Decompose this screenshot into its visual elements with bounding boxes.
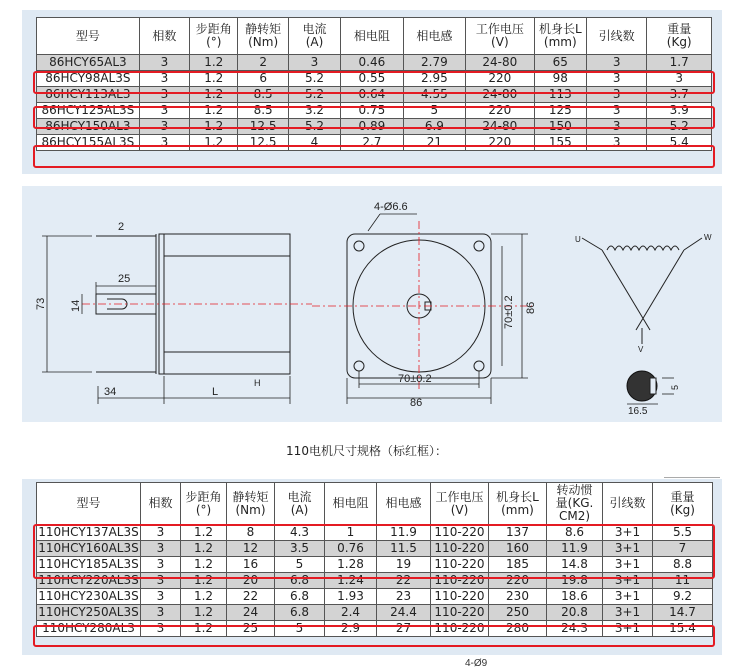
dim-86-vertical: 86	[525, 301, 537, 314]
table-cell: 3	[141, 621, 181, 637]
table-row	[37, 55, 712, 71]
table-cell: 3	[586, 119, 646, 135]
table-cell: 137	[489, 525, 547, 541]
table-cell: 11.5	[377, 541, 431, 557]
spec-table-86-panel	[22, 10, 722, 174]
table-row	[37, 589, 713, 605]
column-header: 工作电压 (V)	[466, 18, 535, 55]
dim-2: 2	[118, 221, 125, 233]
table-cell: 3	[141, 573, 181, 589]
table-cell: 110-220	[431, 621, 489, 637]
column-header: 机身长L (mm)	[534, 18, 586, 55]
table-row	[37, 621, 713, 637]
table-cell: 16	[227, 557, 275, 573]
table-cell: 21	[403, 135, 465, 151]
column-header: 转动惯 量(KG. CM2)	[547, 483, 603, 525]
table-cell: 110-220	[431, 557, 489, 573]
table-cell: 3	[586, 135, 646, 151]
motor-side-view	[82, 234, 312, 374]
table-cell: 110-220	[431, 589, 489, 605]
table-cell: 1.2	[181, 557, 227, 573]
table-cell: 5	[275, 621, 325, 637]
table-cell: 110HCY280AL3	[37, 621, 141, 637]
table-cell: 1.2	[190, 87, 238, 103]
table-cell: 110-220	[431, 605, 489, 621]
table-cell: 3	[139, 103, 189, 119]
table-cell: 113	[534, 87, 586, 103]
table-cell: 2.7	[341, 135, 403, 151]
table-header-row	[37, 483, 713, 525]
shaft-section	[627, 371, 674, 404]
dim-73: 73	[35, 297, 47, 310]
table-cell: 24-80	[466, 55, 535, 71]
section-caption: 110电机尺寸规格（标红框）：	[286, 444, 447, 458]
table-cell: 1.2	[181, 525, 227, 541]
dim-25: 25	[118, 273, 131, 285]
wire-u-label: U	[575, 235, 581, 244]
column-header: 工作电压 (V)	[431, 483, 489, 525]
table-cell: 1.2	[181, 573, 227, 589]
column-header: 相数	[141, 483, 181, 525]
column-header: 电流 (A)	[275, 483, 325, 525]
column-header: 步距角 (°)	[181, 483, 227, 525]
dim-L: L	[212, 386, 219, 398]
dim-70-vertical: 70±0.2	[503, 295, 515, 329]
table-cell: 160	[489, 541, 547, 557]
table-cell: 0.46	[341, 55, 403, 71]
table-cell: 1.2	[190, 119, 238, 135]
table-cell: 1	[325, 525, 377, 541]
table-cell: 3+1	[603, 573, 653, 589]
table-cell: 110HCY230AL3S	[38, 589, 139, 603]
table-cell: 0.89	[341, 119, 403, 135]
column-header: 相电阻	[341, 18, 403, 55]
table-cell: 3	[141, 557, 181, 573]
table-cell: 0.64	[341, 87, 403, 103]
table-cell: 125	[534, 103, 586, 119]
table-cell: 14.7	[653, 605, 713, 621]
table-cell: 3	[141, 589, 181, 605]
motor-dimension-drawing	[22, 186, 722, 422]
table-row	[37, 119, 712, 135]
column-header: 相电感	[403, 18, 465, 55]
table-cell: 14.8	[547, 557, 603, 573]
table-cell: 1.2	[190, 71, 238, 87]
spec-table-110	[36, 482, 713, 637]
table-cell: 23	[377, 589, 431, 605]
table-cell: 3.5	[275, 541, 325, 557]
table-cell: 110-220	[431, 541, 489, 557]
column-header: 步距角 (°)	[190, 18, 238, 55]
table-cell: 220	[466, 71, 535, 87]
table-cell: 0.76	[325, 541, 377, 557]
svg-text:H: H	[254, 378, 261, 388]
table-cell: 6	[238, 71, 288, 87]
dim-70-horizontal: 70±0.2	[398, 373, 432, 385]
table-cell: 4.3	[275, 525, 325, 541]
table-cell: 0.55	[341, 71, 403, 87]
table-cell: 1.2	[190, 135, 238, 151]
column-header: 机身长L (mm)	[489, 483, 547, 525]
table-cell: 19	[377, 557, 431, 573]
table-cell: 27	[377, 621, 431, 637]
table-header-row	[37, 18, 712, 55]
column-header: 重量 (Kg)	[653, 483, 713, 525]
table-cell: 24.3	[547, 621, 603, 637]
table-cell: 12.5	[238, 135, 288, 151]
column-header: 引线数	[603, 483, 653, 525]
table-row	[37, 87, 712, 103]
table-cell: 25	[227, 621, 275, 637]
table-cell: 1.93	[325, 589, 377, 605]
table-cell: 2.9	[325, 621, 377, 637]
table-cell: 11.9	[377, 525, 431, 541]
table-cell: 3	[586, 55, 646, 71]
table-row	[37, 541, 713, 557]
table-cell: 3.7	[647, 87, 712, 103]
table-cell: 3	[586, 87, 646, 103]
table-cell: 98	[534, 71, 586, 87]
table-cell: 8.6	[547, 525, 603, 541]
table-cell: 5.5	[653, 525, 713, 541]
table-cell: 65	[534, 55, 586, 71]
column-header: 静转矩 (Nm)	[238, 18, 288, 55]
table-row	[37, 71, 712, 87]
table-cell: 3	[139, 55, 189, 71]
table-cell: 110-220	[431, 573, 489, 589]
motor-front-view	[312, 214, 532, 391]
table-cell: 3+1	[603, 589, 653, 605]
table-cell: 1.2	[181, 541, 227, 557]
table-cell: 150	[534, 119, 586, 135]
column-header: 相电感	[377, 483, 431, 525]
column-header: 静转矩 (Nm)	[227, 483, 275, 525]
column-header: 相数	[139, 18, 189, 55]
table-cell: 24-80	[466, 119, 535, 135]
table-cell: 24	[227, 605, 275, 621]
dim-86-horizontal: 86	[410, 397, 423, 409]
table-cell: 220	[466, 135, 535, 151]
table-cell: 110HCY160AL3S	[38, 541, 139, 555]
table-cell: 12	[227, 541, 275, 557]
table-cell: 19.8	[547, 573, 603, 589]
table-cell: 3+1	[603, 605, 653, 621]
wire-v-label: V	[638, 345, 644, 354]
table-cell: 22	[377, 573, 431, 589]
table-cell: 20	[227, 573, 275, 589]
table-cell: 280	[489, 621, 547, 637]
side-dimensions	[42, 236, 290, 404]
table-cell: 86HCY113AL3	[37, 87, 140, 103]
table-cell: 1.2	[190, 103, 238, 119]
dim-14: 14	[70, 299, 82, 312]
table-cell: 110-220	[431, 525, 489, 541]
table-cell: 6.8	[275, 589, 325, 605]
table-cell: 5.2	[288, 71, 340, 87]
table-cell: 0.75	[341, 103, 403, 119]
table-cell: 250	[489, 605, 547, 621]
table-cell: 3	[647, 71, 712, 87]
table-cell: 110HCY250AL3S	[38, 605, 139, 619]
table-cell: 86HCY65AL3	[37, 55, 140, 71]
table-cell: 1.2	[190, 55, 238, 71]
table-row	[37, 557, 713, 573]
divider	[664, 477, 720, 478]
table-cell: 24-80	[466, 87, 535, 103]
column-header: 型号	[37, 18, 140, 55]
table-cell: 1.24	[325, 573, 377, 589]
table-cell: 8.8	[653, 557, 713, 573]
table-cell: 3.2	[288, 103, 340, 119]
table-cell: 3	[139, 119, 189, 135]
table-cell: 12.5	[238, 119, 288, 135]
column-header: 型号	[37, 483, 141, 525]
table-cell: 110HCY185AL3S	[38, 557, 139, 571]
table-cell: 220	[489, 573, 547, 589]
table-cell: 6.9	[403, 119, 465, 135]
table-cell: 11	[653, 573, 713, 589]
column-header: 相电阻	[325, 483, 377, 525]
dim-16-5: 16.5	[628, 406, 648, 417]
column-header: 电流 (A)	[288, 18, 340, 55]
wiring-diagram	[575, 233, 712, 354]
table-cell: 20.8	[547, 605, 603, 621]
dim-key-5: 5	[670, 384, 680, 390]
table-cell: 5.2	[288, 87, 340, 103]
table-cell: 5	[275, 557, 325, 573]
spec-table-110-panel	[22, 479, 722, 655]
table-cell: 9.2	[653, 589, 713, 605]
table-cell: 8.5	[238, 87, 288, 103]
table-cell: 1.2	[181, 589, 227, 605]
table-cell: 2.95	[403, 71, 465, 87]
table-cell: 2.79	[403, 55, 465, 71]
table-cell: 15.4	[653, 621, 713, 637]
table-cell: 1.7	[647, 55, 712, 71]
table-cell: 6.8	[275, 573, 325, 589]
table-cell: 230	[489, 589, 547, 605]
bottom-cut-text: 4-Ø9	[465, 658, 488, 669]
table-cell: 185	[489, 557, 547, 573]
dim-holes: 4-Ø6.6	[374, 201, 408, 213]
table-cell: 24.4	[377, 605, 431, 621]
table-cell: 110HCY220AL3S	[38, 573, 139, 587]
table-cell: 6.8	[275, 605, 325, 621]
table-cell: 3+1	[603, 541, 653, 557]
column-header: 引线数	[586, 18, 646, 55]
table-cell: 3+1	[603, 525, 653, 541]
table-row	[37, 573, 713, 589]
table-cell: 3	[586, 71, 646, 87]
table-cell: 110HCY137AL3S	[38, 525, 139, 539]
table-cell: 3	[288, 55, 340, 71]
table-cell: 3	[139, 87, 189, 103]
table-cell: 3+1	[603, 621, 653, 637]
table-cell: 86HCY98AL3S	[37, 71, 140, 87]
table-cell: 86HCY155AL3S	[37, 135, 140, 151]
wire-w-label: W	[704, 233, 712, 242]
table-cell: 3	[586, 103, 646, 119]
table-cell: 1.2	[181, 605, 227, 621]
table-cell: 22	[227, 589, 275, 605]
spec-table-86	[36, 17, 712, 151]
column-header: 重量 (Kg)	[647, 18, 712, 55]
table-cell: 3+1	[603, 557, 653, 573]
table-cell: 5.2	[647, 119, 712, 135]
table-cell: 4	[288, 135, 340, 151]
table-cell: 8.5	[238, 103, 288, 119]
table-cell: 220	[466, 103, 535, 119]
table-cell: 2	[238, 55, 288, 71]
table-cell: 3	[139, 135, 189, 151]
table-cell: 86HCY150AL3	[37, 119, 140, 135]
table-cell: 3	[141, 541, 181, 557]
table-row	[37, 525, 713, 541]
dim-34: 34	[104, 386, 117, 398]
table-cell: 5	[403, 103, 465, 119]
table-cell: 3.9	[647, 103, 712, 119]
table-cell: 5.2	[288, 119, 340, 135]
table-cell: 1.2	[181, 621, 227, 637]
table-cell: 7	[653, 541, 713, 557]
table-cell: 3	[141, 525, 181, 541]
table-row	[37, 135, 712, 151]
table-cell: 8	[227, 525, 275, 541]
table-cell: 86HCY125AL3S	[37, 103, 140, 119]
table-cell: 11.9	[547, 541, 603, 557]
table-row	[37, 605, 713, 621]
table-cell: 4.55	[403, 87, 465, 103]
table-cell: 3	[139, 71, 189, 87]
table-cell: 1.28	[325, 557, 377, 573]
table-cell: 3	[141, 605, 181, 621]
table-cell: 5.4	[647, 135, 712, 151]
table-cell: 18.6	[547, 589, 603, 605]
table-cell: 2.4	[325, 605, 377, 621]
table-cell: 155	[534, 135, 586, 151]
table-row	[37, 103, 712, 119]
